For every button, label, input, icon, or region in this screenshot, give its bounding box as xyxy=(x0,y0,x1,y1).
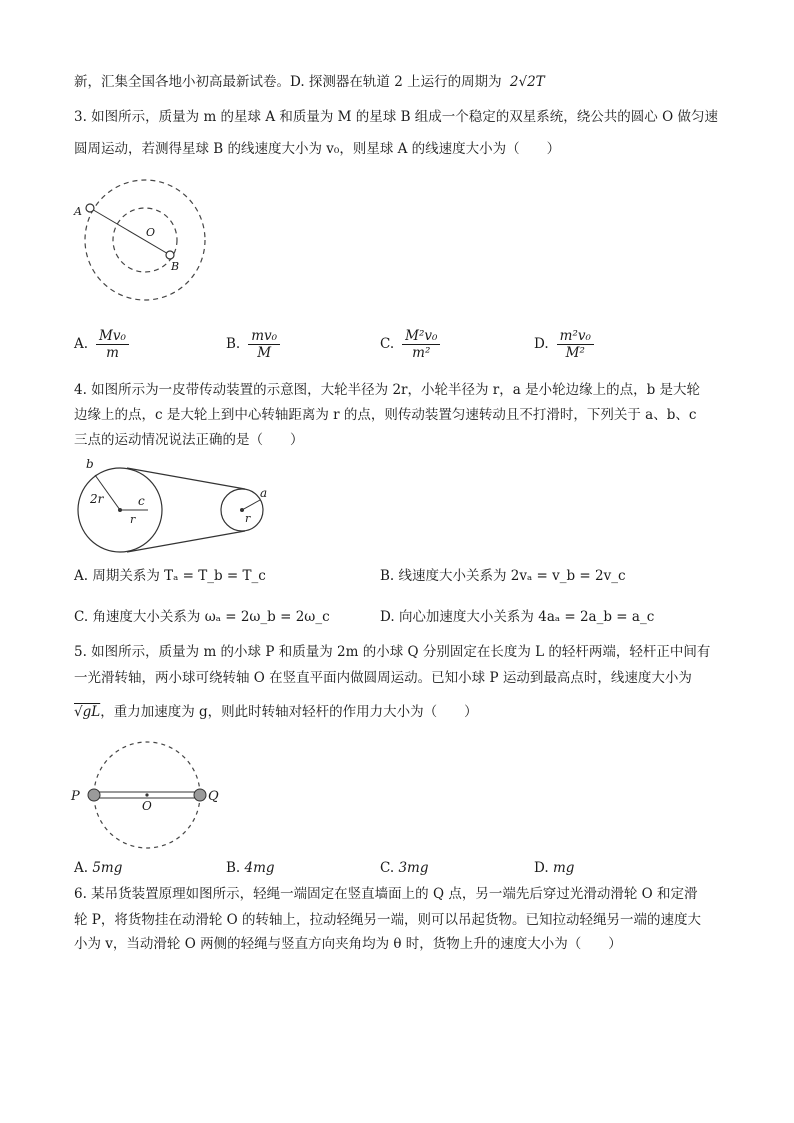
q4-belt-drive-figure xyxy=(70,455,280,555)
q3-stem-line2: 圆周运动，若测得星球 B 的线速度大小为 v₀，则星球 A 的线速度大小为（ ） xyxy=(74,141,561,157)
q5-label-o: O xyxy=(142,799,152,813)
q4-stem-line3: 三点的运动情况说法正确的是（ ） xyxy=(74,432,304,448)
q4-option-b[interactable]: B. 线速度大小关系为 2vₐ = v_b = 2v_c xyxy=(380,568,626,584)
q5-stem-line3-text: ，重力加速度为 g，则此时转轴对轻杆的作用力大小为（ ） xyxy=(100,704,478,720)
q5-option-a[interactable]: A. 5mg xyxy=(74,860,123,876)
q3-label-o: O xyxy=(146,226,156,239)
q2-tail-line xyxy=(74,72,545,92)
q4-label-b: b xyxy=(86,457,94,471)
q5-label-q: Q xyxy=(208,789,219,804)
q4-belt-top xyxy=(127,468,245,489)
q4-option-d[interactable]: D. 向心加速度大小关系为 4aₐ = 2a_b = a_c xyxy=(380,609,655,625)
q5-option-d[interactable]: D. mg xyxy=(534,860,575,876)
q5-pivot xyxy=(145,793,148,796)
q5-stem-line2: 一光滑转轴，两小球可绕转轴 O 在竖直平面内做圆周运动。已知小球 P 运动到最高点时，线速度大小为 xyxy=(74,670,692,686)
q4-label-c: c xyxy=(138,494,145,508)
q5-ball-p xyxy=(88,789,100,801)
q3-connecting-line xyxy=(90,208,170,255)
q3-star-b xyxy=(166,251,174,259)
q3-option-d[interactable]: D. $\frac{\text{m²v₀}}{\text{M²}}$ xyxy=(534,328,594,361)
q5-stem-line1: 5. 如图所示，质量为 m 的小球 P 和质量为 2m 的小球 Q 分别固定在长度为 L 的轻杆两端，轻杆正中间有 xyxy=(74,644,711,660)
q5-ball-q xyxy=(194,789,206,801)
q4-radius-a xyxy=(242,500,260,510)
q3-star-a xyxy=(86,204,94,212)
q5-rod-figure xyxy=(71,740,230,850)
q4-stem-line1: 4. 如图所示为一皮带传动装置的示意图，大轮半径为 2r，小轮半径为 r，a 是小轮边缘上的点，b 是大轮 xyxy=(74,382,701,398)
q4-small-center xyxy=(240,508,244,512)
q3-label-b: B xyxy=(171,260,180,273)
q4-large-center xyxy=(118,508,122,512)
q2-tail-formula: 2√2T xyxy=(509,74,545,90)
q3-option-b[interactable]: B. $\frac{\text{mv₀}}{M}$ xyxy=(226,328,280,361)
q6-stem-line1: 6. 某吊货装置原理如图所示，轻绳一端固定在竖直墙面上的 Q 点，另一端先后穿过光滑动滑轮 O 和定滑 xyxy=(74,886,698,902)
q4-label-r-small: r xyxy=(245,512,251,525)
q5-option-c[interactable]: C. 3mg xyxy=(380,860,429,876)
q5-speed-formula: √gL xyxy=(74,704,101,720)
q6-stem-line3: 小为 v，当动滑轮 O 两侧的轻绳与竖直方向夹角均为 θ 时，货物上升的速度大小为（ ） xyxy=(74,936,622,952)
q3-binary-star-figure xyxy=(70,175,220,305)
q4-option-a[interactable]: A. 周期关系为 Tₐ = T_b = T_c xyxy=(74,568,266,584)
q4-belt-bottom xyxy=(127,531,245,552)
q3-stem-line1: 3. 如图所示，质量为 m 的星球 A 和质量为 M 的星球 B 组成一个稳定的双星系统，绕公共的圆心 O 做匀速 xyxy=(74,109,718,125)
q4-label-a: a xyxy=(260,486,268,500)
q4-label-2r: 2r xyxy=(90,492,104,506)
q3-option-a[interactable]: A. $\frac{\text{Mv₀}}{m}$ xyxy=(74,328,129,361)
q5-label-p: P xyxy=(71,789,80,804)
q4-stem-line2: 边缘上的点，c 是大轮上到中心转轴距离为 r 的点，则传动装置匀速转动且不打滑时，下列关于 a、b、c xyxy=(74,407,697,423)
q5-option-b[interactable]: B. 4mg xyxy=(226,860,275,876)
q6-stem-line2: 轮 P，将货物挂在动滑轮 O 的转轴上，拉动轻绳另一端，则可以吊起货物。已知拉动轻绳另一端的速度大 xyxy=(74,912,702,928)
q3-option-c[interactable]: C. $\frac{\text{M²v₀}}{\text{m²}}$ xyxy=(380,328,440,361)
q5-stem-line3 xyxy=(74,702,478,722)
q3-label-a: A xyxy=(74,205,82,218)
q4-label-r-large: r xyxy=(130,513,136,526)
q2-tail-text: 新，汇集全国各地小初高最新试卷。D. 探测器在轨道 2 上运行的周期为 xyxy=(74,74,502,90)
q4-option-c[interactable]: C. 角速度大小关系为 ωₐ = 2ω_b = 2ω_c xyxy=(74,609,330,625)
